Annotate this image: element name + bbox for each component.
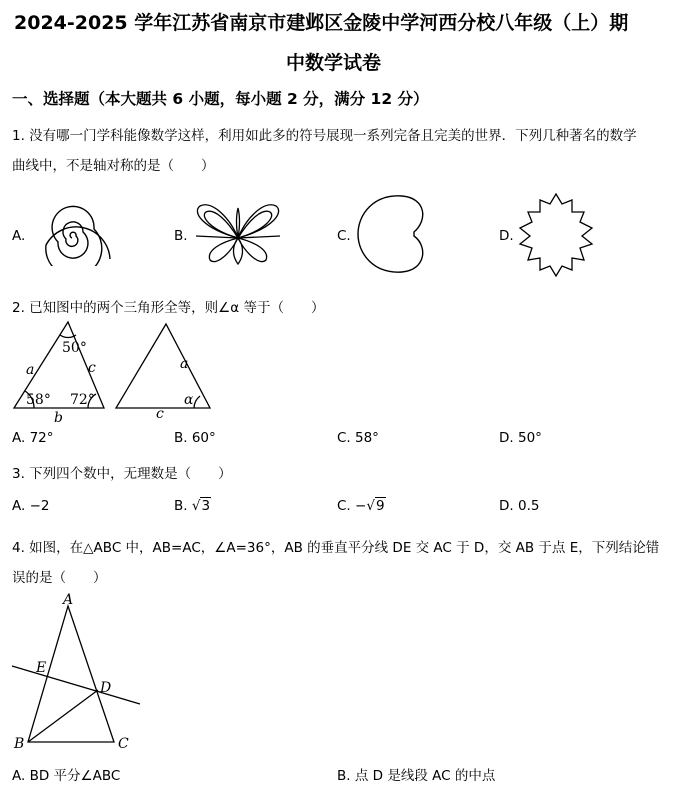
q1-option-c-label: C. — [337, 228, 351, 244]
q4-label-d: D — [100, 680, 112, 696]
q2-angle-50: 50° — [62, 340, 87, 356]
q1-option-a-label: A. — [12, 228, 26, 244]
q2-option-d: D. 50° — [499, 430, 542, 446]
q2-option-c: C. 58° — [337, 430, 379, 446]
q2-side-c: c — [88, 360, 96, 376]
q2-side-a: a — [26, 362, 35, 378]
q2-alpha: α — [184, 392, 194, 408]
q4-triangle-figure — [8, 592, 148, 754]
q2-t2-side-c: c — [156, 406, 164, 422]
q2-angle-58: 58° — [26, 392, 51, 408]
q4-label-a: A — [63, 592, 74, 608]
q2-option-b: B. 60° — [174, 430, 216, 446]
q1-butterfly-figure — [192, 198, 284, 268]
q4-label-c: C — [118, 736, 129, 752]
q2-angle-72: 72° — [70, 392, 95, 408]
q4-text-line-1: 4. 如图，在△ABC 中，AB=AC，∠A=36°，AB 的垂直平分线 DE 交 AC 于 D，交 AB 于点 E，下列结论错 — [12, 540, 660, 556]
q1-option-d-label: D. — [499, 228, 514, 244]
q1-cardioid-figure — [352, 192, 434, 276]
q2-text: 2. 已知图中的两个三角形全等，则∠α 等于（ ） — [12, 300, 325, 316]
q3-option-c-radicand: 9 — [375, 498, 385, 514]
q1-text-line-2: 曲线中，不是轴对称的是（ ） — [12, 158, 215, 174]
q2-triangles-figure — [8, 318, 220, 426]
q4-perpendicular-bisector-de — [12, 666, 140, 704]
q3-option-b-radicand: 3 — [201, 498, 211, 514]
q2-option-a: A. 72° — [12, 430, 54, 446]
q4-segment-bd — [28, 690, 98, 742]
q1-spiral-figure — [34, 196, 118, 266]
q4-text-line-2: 误的是（ ） — [12, 570, 107, 586]
q3-option-b — [174, 498, 211, 514]
q4-option-a: A. BD 平分∠ABC — [12, 768, 121, 784]
q2-triangle-2 — [116, 324, 210, 408]
q4-label-e: E — [36, 660, 47, 676]
q3-text: 3. 下列四个数中，无理数是（ ） — [12, 466, 232, 482]
sqrt-icon: √ — [191, 498, 201, 514]
q3-option-c-label: C. − — [337, 498, 367, 514]
q1-text-line-1: 1. 没有哪一门学科能像数学这样，利用如此多的符号展现一系列完备且完美的世界．下列几种著名的数学 — [12, 128, 637, 144]
title-line-2: 中数学试卷 — [286, 52, 382, 74]
q1-koch-snowflake-figure — [514, 190, 598, 280]
q2-side-b: b — [54, 410, 63, 426]
q3-option-c — [337, 498, 386, 514]
q3-option-b-label: B. — [174, 498, 192, 514]
sqrt-icon: √ — [366, 498, 375, 514]
q4-label-b: B — [14, 736, 25, 752]
q2-t2-side-a: a — [180, 356, 189, 372]
q4-option-b: B. 点 D 是线段 AC 的中点 — [337, 768, 496, 784]
title-line-1: 2024-2025 学年江苏省南京市建邺区金陵中学河西分校八年级（上）期 — [14, 12, 629, 34]
q3-option-d: D. 0.5 — [499, 498, 540, 514]
q3-option-a: A. −2 — [12, 498, 50, 514]
q1-option-b-label: B. — [174, 228, 188, 244]
section-header: 一、选择题（本大题共 6 小题，每小题 2 分，满分 12 分） — [12, 90, 429, 108]
q2-alpha-arc — [194, 396, 200, 408]
